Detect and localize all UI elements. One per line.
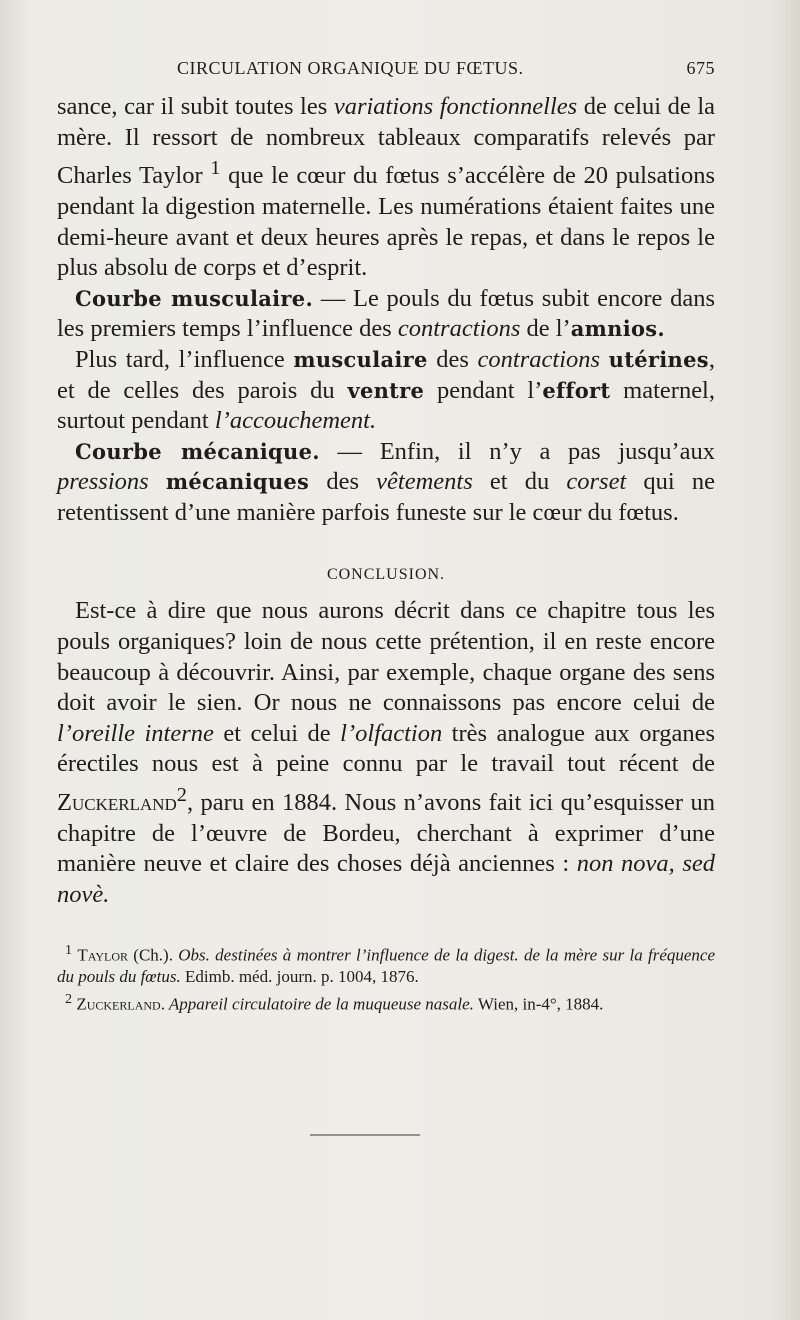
section-heading-courbe-mecanique: Courbe mécanique. [75,438,320,464]
footnote-2: $^2$ Zuckerland. Appareil circulatoire de la muqueuse nasale. Wien, in-4°, 1884. [65,991,604,1014]
running-title: CIRCULATION ORGANIQUE DU FŒTUS. [177,58,524,78]
paragraph-plus-tard: Plus tard, l’influence musculaire des contractions utérines, et de celles des parois du ventre pendant l’effort maternel, surtout pendant l’accouchement. [57,345,715,435]
paragraph-conclusion: Est-ce à dire que nous aurons décrit dans ce chapitre tous les pouls organiques? loin de nous cette prétention, il en reste encore beaucoup à découvrir. Ainsi, par exemple, chaque organe des sens doit avoir le sien. Or nous ne connaissons pas encore celui de l’oreille interne et celui de l’olfaction très analogue aux organes érectiles nous est à peine connu par le travail tout récent de Zuckerland$^2$, paru en 1884. Nous n’avons fait ici qu’esquisser un chapitre de l’œuvre de Bordeu, cherchant à exprimer d’une manière neuve et claire des choses déjà anciennes : non nova, sed novè. [57,597,715,908]
show-through-bleed: ⠀ [742,562,760,588]
footnotes [57,939,715,1016]
footnote-1: $^1$ Taylor (Ch.). Obs. destinées à montrer l’influence de la digest. de la mère sur la fréquence du pouls du fœtus. Edimb. méd. journ. p. 1004, 1876. [57,941,716,987]
running-header [57,58,715,92]
paragraph-courbe-musculaire: Courbe musculaire. — Le pouls du fœtus subit encore dans les premiers temps l’influence des contractions de l’amnios. [57,284,715,343]
conclusion-heading: CONCLUSION. [326,566,446,584]
paragraph-digestion: sance, car il subit toutes les variations fonctionnelles de celui de la mère. Il ressort de nombreux tableaux comparatifs relevés par Charles Taylor $^1$ que le cœur du fœtus s’accélère de 20 pulsations pendant la digestion maternelle. Les numérations étaient faites une demi-heure avant et deux heures après le repas, et dans le repos le plus absolu de corps et d’esprit. [57,93,715,282]
footnote-ref-2: 2 [176,784,187,807]
paragraph-courbe-mecanique: Courbe mécanique. — Enfin, il n’y a pas jusqu’aux pressions mécaniques des vêtements et du corset qui ne retentissent d’une manière parfois funeste sur le cœur du fœtus. [57,437,715,526]
footnote-ref-1: 1 [210,157,221,180]
page-number: 675 [686,58,715,78]
page-content [57,58,715,1016]
bleed-through-rule [310,1134,420,1136]
section-heading-courbe-musculaire: Courbe musculaire. [75,285,314,311]
